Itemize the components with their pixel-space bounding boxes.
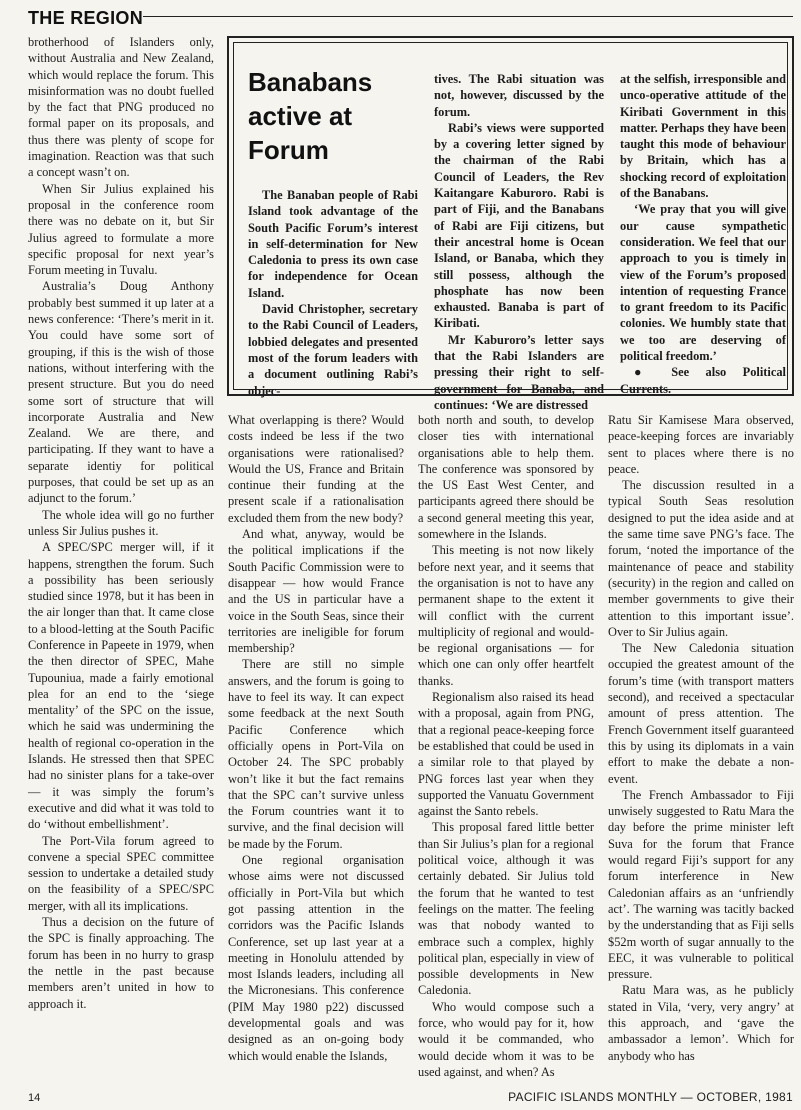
paragraph: And what, anyway, would be the political implications if the South Pacific Commission were to disappear — how would France and the US in particular have a voice in the South Seas, since their territories are ineligible for forum membership? — [228, 527, 404, 656]
paragraph: Ratu Sir Kamisese Mara observed, peace-keeping forces are invariably sent to places where there is no peace. — [608, 413, 794, 476]
box-column-2 — [434, 71, 604, 412]
paragraph: There are still no simple answers, and the forum is going to have to feel its way. It can expect some feedback at the next South Pacific Conference which officially opens in Port-Vila on October 24. The SPC probably won’t like it but the fact remains that the SPC can’t survive unless the Forum countries want it to survive, and the final decision will be made by the Forum. — [228, 657, 404, 851]
box-column-3 — [620, 71, 786, 396]
box-inner-border — [233, 42, 788, 412]
paragraph: A SPEC/SPC merger will, if it happens, strengthen the forum. Such a possibility has been seriously studied since 1978, but it has been in the air longer than that. It came close to a blood-letting at the South Pacific Conference in Papeete in 1979, when the then director of SPEC, Mahe Tupouniua, made a fairly emotional plea for an end to the ‘siege mentality’ of the SPC on the issue, which he said was undermining the health of regional co-operation in the Islands. He stressed then that SPEC had no sinister plans for a take-over — it was simply the forum’s executive and did what it was told to do ‘without embellishment’. — [28, 540, 214, 832]
box-paragraph: Rabi’s views were supported by a covering letter signed by the chairman of the Rabi Council of Leaders, the Rev Kaitangare Kaburoro. Rabi is part of Fiji, and the Banabans of Rabi are Fiji citizens, but their ancestral home is Ocean Island, or Banaba, which they still possess, although the phosphate has now been exhausted. Banaba is part of Kiribati. — [434, 120, 604, 331]
paragraph: This proposal fared little better than Sir Julius’s plan for a regional political voice, although it was certainly debated. Sir Julius told the forum that he wanted to test feelings on the matter. The feeling was that nobody wanted to embrace such a complex, highly political plan, especially in view of possible developments in New Caledonia. — [418, 820, 594, 998]
box-paragraph: Mr Kaburoro’s letter says that the Rabi Islanders are pressing their right to self-government for Banaba, and continues: ‘We are distressed — [434, 332, 604, 412]
box-paragraph: David Christopher, secretary to the Rabi Council of Leaders, lobbied delegates and presented most of the forum leaders with a document outlining Rabi’s objec- — [248, 302, 418, 398]
box-paragraph: at the selfish, irresponsible and unco-operative attitude of the Kiribati Government in this matter. Perhaps they have been taught this mode of behaviour by Britain, which has a shocking record of exploitation of the Banabans. — [620, 72, 786, 201]
paragraph: The discussion resulted in a typical South Seas resolution designed to put the idea aside and at the same time save PNG’s face. The forum, ‘noted the importance of the maintenance of peace and stability (security) in the region and called on member governments to give their attention to this important issue’. Over to Sir Julius again. — [608, 478, 794, 639]
see-also-note: ● See also Political Currents. — [620, 365, 786, 396]
paragraph: Ratu Mara was, as he publicly stated in Vila, ‘very, very angry’ at this approach, and ‘gave the ambassador a lemon’. Which for anybody who has — [608, 983, 794, 1063]
paragraph: One regional organisation whose aims were not discussed officially in Port-Vila but which got passing attention in the corridors was the Pacific Islands Conference, set up last year at a meeting in Honolulu attended by most Islands leaders, including all the Micronesians. This conference (PIM May 1980 p22) discussed developmental goals and was designed as an on-going body which would enable the Islands, — [228, 853, 404, 1063]
paragraph: The French Ambassador to Fiji unwisely suggested to Ratu Mara the day before the prime minister left Suva for the forum that France would regard Fiji’s support for any forum interference in New Caledonian affairs as an ‘unfriendly act’. The warning was tacitly backed by the understanding that as Fiji sells $52m worth of sugar annually to the EEC, it was vulnerable to political pressure. — [608, 787, 794, 982]
heading-rule — [143, 16, 793, 17]
box-paragraph: The Banaban people of Rabi Island took advantage of the South Pacific Forum’s interest in self-determination for New Caledonia to press its own case for independence for Ocean Island. — [248, 188, 418, 300]
publication-footer: PACIFIC ISLANDS MONTHLY — OCTOBER, 1981 — [508, 1090, 793, 1104]
box-headline: Banabans active at Forum — [248, 67, 373, 165]
paragraph: The whole idea will go no further unless Sir Julius pushes it. — [28, 507, 214, 538]
paragraph: The New Caledonia situation occupied the greatest amount of the forum’s time (with transport matters second), and received a spectacular amount of press attention. The French Government itself guaranteed this by using its diplomats in a vain effort to make the debate a non-event. — [608, 641, 794, 786]
page-number: 14 — [28, 1092, 41, 1104]
paragraph: When Sir Julius explained his proposal in the conference room there was no debate on it, but Sir Julius agreed to formulate a more specific proposal for next year’s Forum meeting in Tuvalu. — [28, 181, 214, 278]
paragraph: Thus a decision on the future of the SPC is finally approaching. The forum has been in no hurry to grasp the nettle in the past because members aren’t united in how to approach it. — [28, 915, 214, 1011]
article-column-3 — [418, 412, 594, 1092]
paragraph: Australia’s Doug Anthony probably best summed it up later at a news conference: ‘There’s merit in it. You could have some sort of grouping, if this is the wish of those nations, without interfering with the present structure. But you do need some sort of structure that will incorporate Australia and New Zealand. We are there, and participating. If they want to have a separate identiy for political purposes, that could be set up as an adjunct to the forum.’ — [28, 279, 214, 506]
paragraph: The Port-Vila forum agreed to convene a special SPEC committee session to undertake a detailed study on the feasibility of a SPEC/SPC merger, with all its implications. — [28, 833, 214, 913]
paragraph: brotherhood of Islanders only, without Australia and New Zealand, which would replace the forum. This misinformation was no doubt fuelled by the fact that PNG produced no formal paper on its proposals, and thus there was plenty of scope for imagination. Reaction was that such a concept wasn’t on. — [28, 35, 214, 180]
article-column-4 — [608, 412, 794, 1092]
section-title: THE REGION — [28, 8, 144, 28]
paragraph: What overlapping is there? Would costs indeed be less if the two organisations were rationalised? Would the US, France and Britain continue their funding at the present scale if a rationalisation excluded them from the new body? — [228, 413, 404, 525]
article-column-2 — [228, 412, 404, 1092]
paragraph: Who would compose such a force, who would pay for it, how would it be commanded, who would decide whom it was to be used against, and when? As — [418, 999, 594, 1079]
box-paragraph: ‘We pray that you will give our cause sympathetic consideration. We feel that our approach to you is timely in view of the Forum’s proposed intention of requesting France to grant freedom to its Pacific colonies. We humbly state that we too are deserving of political freedom.’ — [620, 202, 786, 364]
paragraph: This meeting is not now likely before next year, and it seems that the organisation is not to have any permanent shape to the extent it will conflict with the current multiplicity of regional and would-be regional organisations — for which one can only offer heartfelt thanks. — [418, 543, 594, 688]
sidebar-box-banabans — [227, 36, 794, 412]
paragraph: both north and south, to develop closer ties with international organisations able to help them. The conference was sponsored by the US East West Center, and participants agreed there should be a second general meeting this year, somewhere in the Islands. — [418, 413, 594, 542]
article-column-1 — [28, 34, 214, 1092]
paragraph: Regionalism also raised its head with a proposal, again from PNG, that a regional peace-keeping force be established that could be used in a similar role to that played by PNG forces last year when they supported the Vanuatu Government against the Santo rebels. — [418, 690, 594, 819]
box-column-1 — [248, 187, 418, 398]
box-paragraph: tives. The Rabi situation was not, however, discussed by the forum. — [434, 72, 604, 119]
